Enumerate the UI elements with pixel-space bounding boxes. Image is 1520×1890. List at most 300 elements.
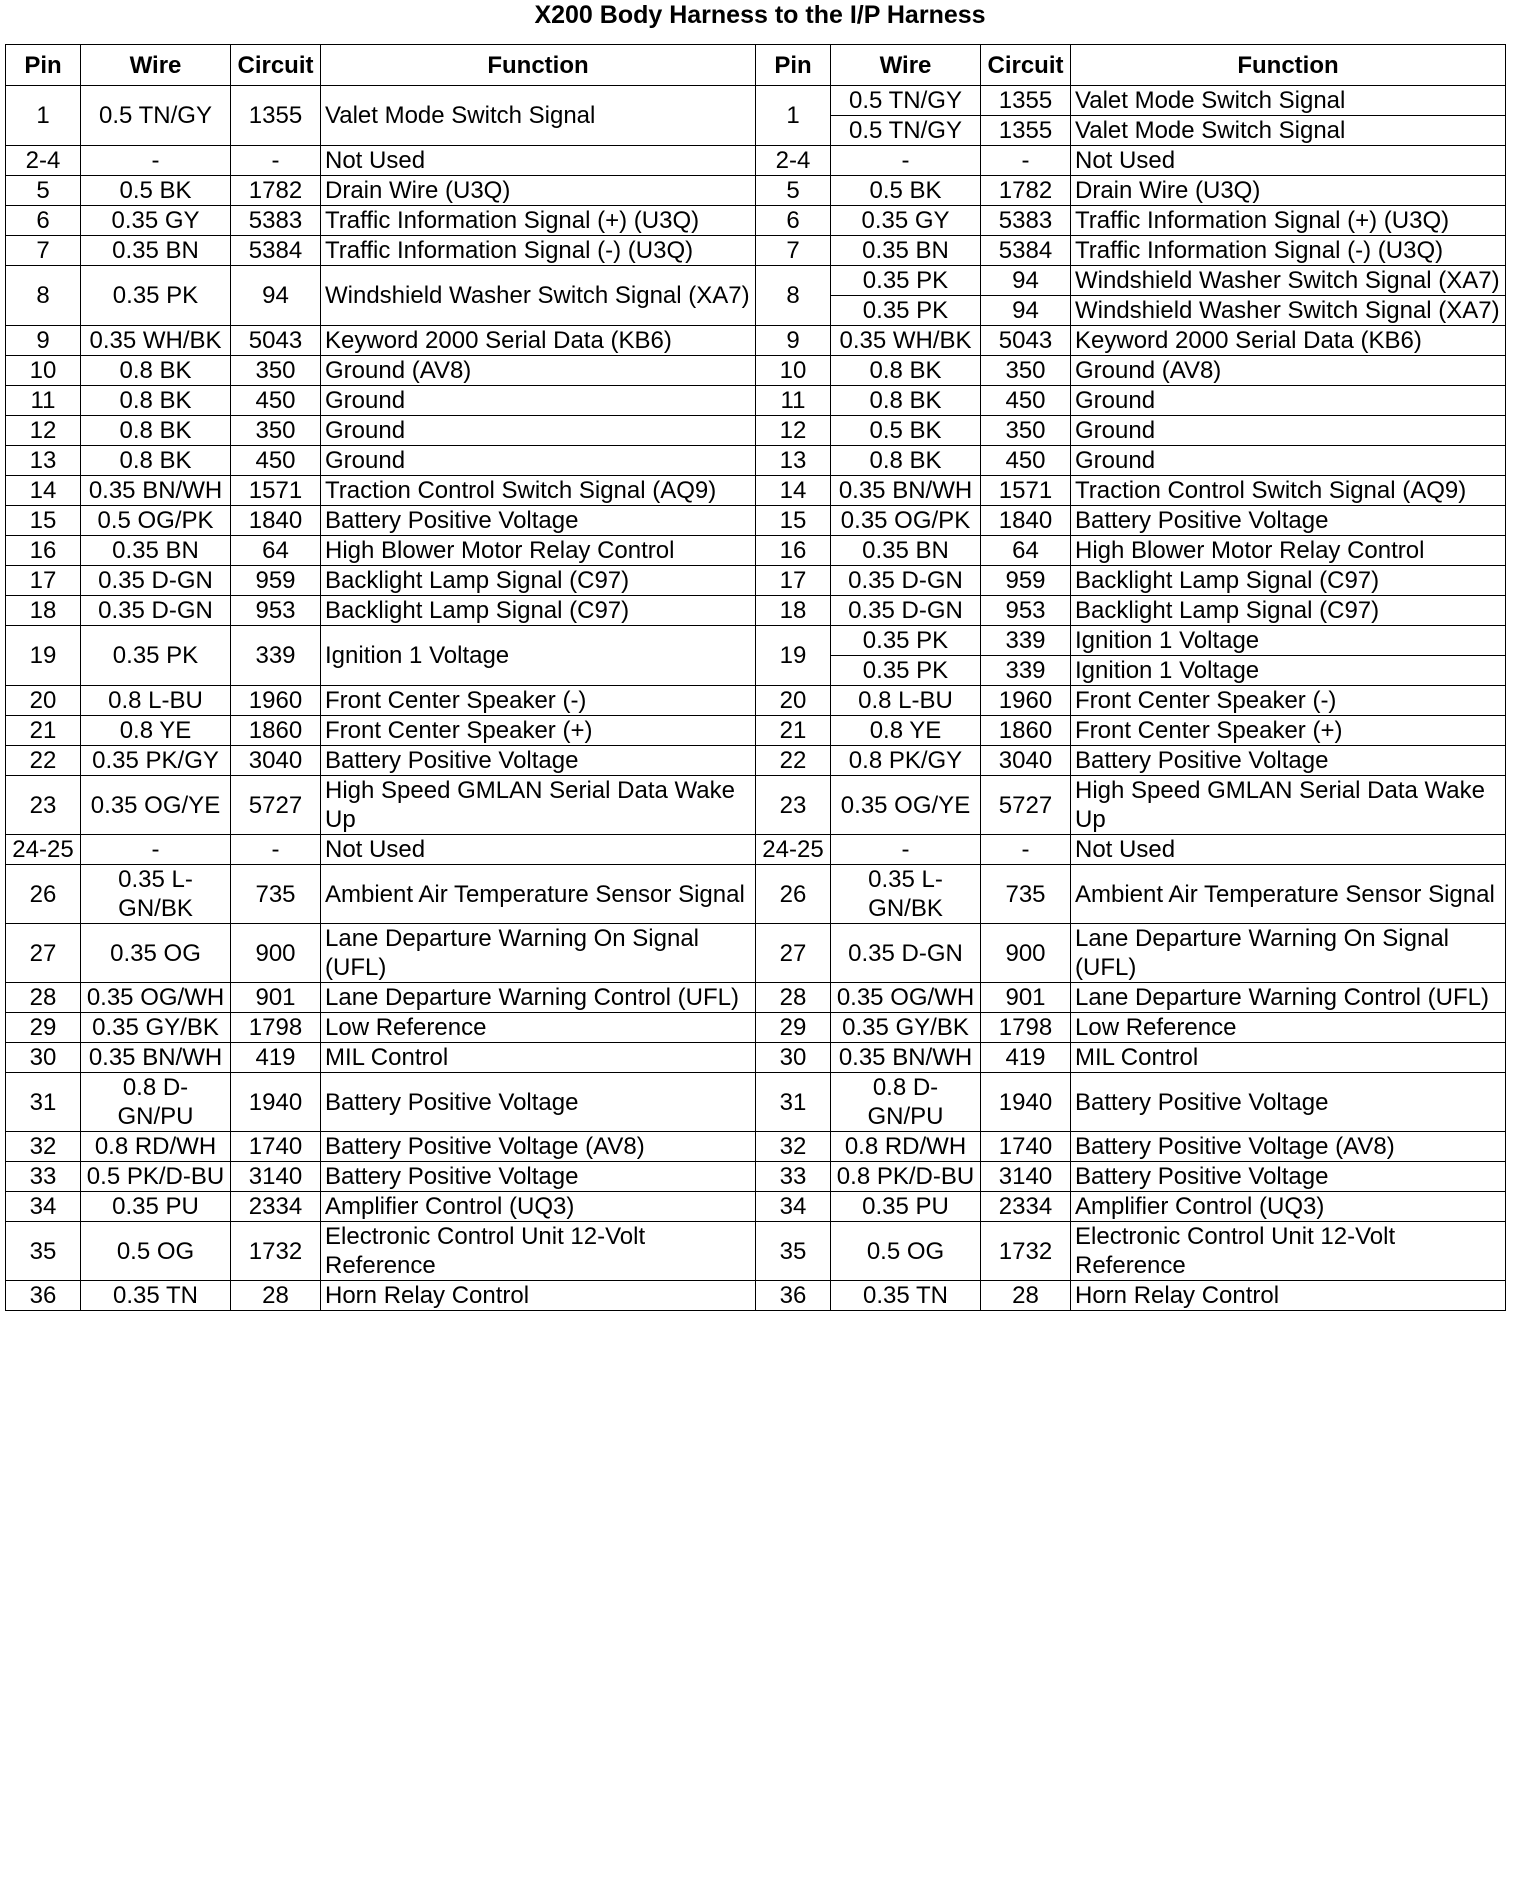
function-left: High Speed GMLAN Serial Data Wake Up [321, 776, 756, 835]
wire-left: 0.35 PK [81, 266, 231, 326]
function-left: Electronic Control Unit 12-Volt Reference [321, 1222, 756, 1281]
pin-right: 32 [756, 1132, 831, 1162]
wire-left: 0.35 GY [81, 206, 231, 236]
circuit-right: 64 [981, 536, 1071, 566]
circuit-right: 1355 [981, 86, 1071, 116]
function-left: Lane Departure Warning Control (UFL) [321, 983, 756, 1013]
circuit-left: 1840 [231, 506, 321, 536]
circuit-left: 1798 [231, 1013, 321, 1043]
wire-left: 0.35 BN/WH [81, 476, 231, 506]
pin-right: 30 [756, 1043, 831, 1073]
header-row [6, 45, 1506, 86]
header-circuit-right: Circuit [981, 45, 1071, 86]
header-pin-left: Pin [6, 45, 81, 86]
pin-right: 28 [756, 983, 831, 1013]
pin-left: 6 [6, 206, 81, 236]
wire-right: 0.8 PK/GY [831, 746, 981, 776]
function-right: Not Used [1071, 146, 1506, 176]
table-row [6, 506, 1506, 536]
circuit-right: 1782 [981, 176, 1071, 206]
wire-left: 0.8 D-GN/PU [81, 1073, 231, 1132]
wire-right: 0.35 BN [831, 236, 981, 266]
function-right: Battery Positive Voltage (AV8) [1071, 1132, 1506, 1162]
function-left: Traction Control Switch Signal (AQ9) [321, 476, 756, 506]
function-right: Lane Departure Warning On Signal (UFL) [1071, 924, 1506, 983]
wire-left: 0.8 BK [81, 416, 231, 446]
function-right: Horn Relay Control [1071, 1281, 1506, 1311]
pin-left: 22 [6, 746, 81, 776]
pin-right: 13 [756, 446, 831, 476]
table-row [6, 1043, 1506, 1073]
wire-left: 0.35 PU [81, 1192, 231, 1222]
circuit-right: 94 [981, 266, 1071, 296]
pin-left: 29 [6, 1013, 81, 1043]
circuit-left: 350 [231, 356, 321, 386]
pin-left: 20 [6, 686, 81, 716]
circuit-right: 28 [981, 1281, 1071, 1311]
header-wire-left: Wire [81, 45, 231, 86]
function-right: Ground [1071, 446, 1506, 476]
pin-left: 19 [6, 626, 81, 686]
circuit-right: 1860 [981, 716, 1071, 746]
function-right: Valet Mode Switch Signal [1071, 86, 1506, 116]
wire-left: 0.35 WH/BK [81, 326, 231, 356]
circuit-right: - [981, 835, 1071, 865]
pin-left: 24-25 [6, 835, 81, 865]
function-right: Not Used [1071, 835, 1506, 865]
pin-right: 26 [756, 865, 831, 924]
function-left: Ambient Air Temperature Sensor Signal [321, 865, 756, 924]
wire-left: 0.35 BN/WH [81, 1043, 231, 1073]
function-right: Backlight Lamp Signal (C97) [1071, 566, 1506, 596]
wire-left: 0.35 PK [81, 626, 231, 686]
table-row [6, 86, 1506, 116]
circuit-right: 1355 [981, 116, 1071, 146]
pin-right: 33 [756, 1162, 831, 1192]
pin-left: 13 [6, 446, 81, 476]
function-right: Battery Positive Voltage [1071, 1162, 1506, 1192]
function-right: Electronic Control Unit 12-Volt Reference [1071, 1222, 1506, 1281]
circuit-left: 1860 [231, 716, 321, 746]
circuit-left: 1782 [231, 176, 321, 206]
wire-left: 0.8 RD/WH [81, 1132, 231, 1162]
table-row [6, 1013, 1506, 1043]
function-left: Battery Positive Voltage (AV8) [321, 1132, 756, 1162]
pin-right: 12 [756, 416, 831, 446]
pin-left: 16 [6, 536, 81, 566]
wire-right: 0.35 L-GN/BK [831, 865, 981, 924]
pin-right: 21 [756, 716, 831, 746]
circuit-left: 339 [231, 626, 321, 686]
pin-left: 17 [6, 566, 81, 596]
wire-right: 0.5 OG [831, 1222, 981, 1281]
pin-left: 27 [6, 924, 81, 983]
wire-left: 0.5 OG/PK [81, 506, 231, 536]
wire-left: 0.35 OG [81, 924, 231, 983]
function-right: Lane Departure Warning Control (UFL) [1071, 983, 1506, 1013]
table-row [6, 835, 1506, 865]
table-row [6, 1073, 1506, 1132]
function-right: Backlight Lamp Signal (C97) [1071, 596, 1506, 626]
wire-right: 0.8 BK [831, 356, 981, 386]
pin-right: 16 [756, 536, 831, 566]
wire-left: 0.8 BK [81, 356, 231, 386]
function-right: Amplifier Control (UQ3) [1071, 1192, 1506, 1222]
circuit-left: - [231, 146, 321, 176]
pin-right: 7 [756, 236, 831, 266]
pin-right: 22 [756, 746, 831, 776]
circuit-left: 5727 [231, 776, 321, 835]
circuit-right: 735 [981, 865, 1071, 924]
wire-right: 0.8 D-GN/PU [831, 1073, 981, 1132]
harness-table [5, 44, 1506, 1311]
pin-right: 11 [756, 386, 831, 416]
pin-left: 18 [6, 596, 81, 626]
function-right: Ground [1071, 386, 1506, 416]
wire-left: 0.35 TN [81, 1281, 231, 1311]
pin-left: 8 [6, 266, 81, 326]
circuit-right: - [981, 146, 1071, 176]
pin-right: 18 [756, 596, 831, 626]
pin-right: 9 [756, 326, 831, 356]
wire-right: 0.8 BK [831, 386, 981, 416]
function-left: Ignition 1 Voltage [321, 626, 756, 686]
pin-left: 9 [6, 326, 81, 356]
function-right: Traffic Information Signal (+) (U3Q) [1071, 206, 1506, 236]
pin-right: 24-25 [756, 835, 831, 865]
pin-right: 10 [756, 356, 831, 386]
function-left: Backlight Lamp Signal (C97) [321, 566, 756, 596]
function-left: Battery Positive Voltage [321, 746, 756, 776]
header-function-left: Function [321, 45, 756, 86]
pin-right: 36 [756, 1281, 831, 1311]
pin-left: 33 [6, 1162, 81, 1192]
circuit-right: 450 [981, 386, 1071, 416]
wire-right: 0.8 YE [831, 716, 981, 746]
pin-left: 7 [6, 236, 81, 266]
function-right: Low Reference [1071, 1013, 1506, 1043]
wire-right: 0.35 WH/BK [831, 326, 981, 356]
circuit-left: 350 [231, 416, 321, 446]
header-circuit-left: Circuit [231, 45, 321, 86]
wire-right: 0.35 BN/WH [831, 1043, 981, 1073]
function-right: Windshield Washer Switch Signal (XA7) [1071, 296, 1506, 326]
circuit-left: 2334 [231, 1192, 321, 1222]
circuit-right: 5727 [981, 776, 1071, 835]
wire-right: 0.35 PK [831, 656, 981, 686]
pin-left: 11 [6, 386, 81, 416]
wire-left: 0.35 BN [81, 536, 231, 566]
circuit-right: 3040 [981, 746, 1071, 776]
pin-left: 32 [6, 1132, 81, 1162]
function-left: Front Center Speaker (-) [321, 686, 756, 716]
wire-left: 0.35 D-GN [81, 596, 231, 626]
circuit-right: 339 [981, 626, 1071, 656]
function-right: Windshield Washer Switch Signal (XA7) [1071, 266, 1506, 296]
circuit-left: 901 [231, 983, 321, 1013]
circuit-left: 1571 [231, 476, 321, 506]
pin-left: 10 [6, 356, 81, 386]
function-left: Amplifier Control (UQ3) [321, 1192, 756, 1222]
wire-left: 0.5 TN/GY [81, 86, 231, 146]
pin-right: 5 [756, 176, 831, 206]
wire-right: 0.35 OG/PK [831, 506, 981, 536]
pin-right: 31 [756, 1073, 831, 1132]
function-left: Drain Wire (U3Q) [321, 176, 756, 206]
function-right: High Speed GMLAN Serial Data Wake Up [1071, 776, 1506, 835]
function-left: Not Used [321, 835, 756, 865]
circuit-left: 5383 [231, 206, 321, 236]
table-row [6, 746, 1506, 776]
circuit-left: 959 [231, 566, 321, 596]
table-row [6, 716, 1506, 746]
table-row [6, 1132, 1506, 1162]
circuit-right: 2334 [981, 1192, 1071, 1222]
wire-left: - [81, 835, 231, 865]
wire-right: 0.8 L-BU [831, 686, 981, 716]
circuit-right: 959 [981, 566, 1071, 596]
function-left: Horn Relay Control [321, 1281, 756, 1311]
function-right: MIL Control [1071, 1043, 1506, 1073]
wire-left: 0.5 OG [81, 1222, 231, 1281]
function-right: Ignition 1 Voltage [1071, 626, 1506, 656]
pin-left: 2-4 [6, 146, 81, 176]
circuit-right: 901 [981, 983, 1071, 1013]
pin-left: 36 [6, 1281, 81, 1311]
table-row [6, 416, 1506, 446]
pin-right: 19 [756, 626, 831, 686]
table-row [6, 596, 1506, 626]
circuit-right: 1740 [981, 1132, 1071, 1162]
wire-left: 0.35 L-GN/BK [81, 865, 231, 924]
page-title: X200 Body Harness to the I/P Harness [534, 1, 986, 29]
pin-right: 27 [756, 924, 831, 983]
wire-left: 0.35 BN [81, 236, 231, 266]
pin-right: 29 [756, 1013, 831, 1043]
function-right: Ignition 1 Voltage [1071, 656, 1506, 686]
pin-left: 12 [6, 416, 81, 446]
table-row [6, 566, 1506, 596]
pin-left: 35 [6, 1222, 81, 1281]
table-row [6, 924, 1506, 983]
pin-left: 1 [6, 86, 81, 146]
table-row [6, 236, 1506, 266]
wire-right: 0.35 D-GN [831, 566, 981, 596]
circuit-right: 339 [981, 656, 1071, 686]
function-left: Ground [321, 416, 756, 446]
pin-left: 5 [6, 176, 81, 206]
pin-right: 6 [756, 206, 831, 236]
table-row [6, 536, 1506, 566]
wire-right: 0.5 TN/GY [831, 116, 981, 146]
table-row [6, 266, 1506, 296]
pin-right: 17 [756, 566, 831, 596]
circuit-right: 900 [981, 924, 1071, 983]
pin-left: 26 [6, 865, 81, 924]
circuit-right: 350 [981, 416, 1071, 446]
table-row [6, 1162, 1506, 1192]
wire-right: 0.8 BK [831, 446, 981, 476]
function-left: High Blower Motor Relay Control [321, 536, 756, 566]
table-row [6, 386, 1506, 416]
wire-left: 0.35 D-GN [81, 566, 231, 596]
table-row [6, 865, 1506, 924]
pin-right: 2-4 [756, 146, 831, 176]
function-left: Battery Positive Voltage [321, 1162, 756, 1192]
pin-right: 15 [756, 506, 831, 536]
function-left: Lane Departure Warning On Signal (UFL) [321, 924, 756, 983]
header-wire-right: Wire [831, 45, 981, 86]
pin-left: 15 [6, 506, 81, 536]
circuit-left: 3140 [231, 1162, 321, 1192]
wire-right: 0.35 BN [831, 536, 981, 566]
wire-right: 0.35 OG/YE [831, 776, 981, 835]
wire-left: - [81, 146, 231, 176]
wire-right: 0.8 RD/WH [831, 1132, 981, 1162]
function-left: Traffic Information Signal (-) (U3Q) [321, 236, 756, 266]
table-row [6, 176, 1506, 206]
function-right: Battery Positive Voltage [1071, 506, 1506, 536]
circuit-left: 5043 [231, 326, 321, 356]
pin-left: 14 [6, 476, 81, 506]
function-left: Low Reference [321, 1013, 756, 1043]
wire-left: 0.8 BK [81, 386, 231, 416]
wire-right: - [831, 146, 981, 176]
circuit-left: 735 [231, 865, 321, 924]
wire-right: - [831, 835, 981, 865]
function-left: MIL Control [321, 1043, 756, 1073]
wire-right: 0.35 PK [831, 626, 981, 656]
table-row [6, 476, 1506, 506]
wire-right: 0.35 PU [831, 1192, 981, 1222]
circuit-left: 28 [231, 1281, 321, 1311]
table-body [6, 86, 1506, 1311]
circuit-left: 5384 [231, 236, 321, 266]
wire-left: 0.5 BK [81, 176, 231, 206]
table-header [6, 45, 1506, 86]
circuit-left: 94 [231, 266, 321, 326]
wire-right: 0.5 TN/GY [831, 86, 981, 116]
pin-left: 31 [6, 1073, 81, 1132]
circuit-right: 5043 [981, 326, 1071, 356]
function-left: Keyword 2000 Serial Data (KB6) [321, 326, 756, 356]
function-right: Traffic Information Signal (-) (U3Q) [1071, 236, 1506, 266]
function-right: Ambient Air Temperature Sensor Signal [1071, 865, 1506, 924]
circuit-left: 419 [231, 1043, 321, 1073]
pin-right: 20 [756, 686, 831, 716]
table-row [6, 1281, 1506, 1311]
circuit-right: 350 [981, 356, 1071, 386]
function-right: Battery Positive Voltage [1071, 746, 1506, 776]
wire-right: 0.35 D-GN [831, 596, 981, 626]
circuit-right: 94 [981, 296, 1071, 326]
header-function-right: Function [1071, 45, 1506, 86]
circuit-left: 953 [231, 596, 321, 626]
header-pin-right: Pin [756, 45, 831, 86]
function-left: Windshield Washer Switch Signal (XA7) [321, 266, 756, 326]
wire-right: 0.5 BK [831, 416, 981, 446]
wire-left: 0.35 OG/YE [81, 776, 231, 835]
table-row [6, 326, 1506, 356]
wire-right: 0.35 OG/WH [831, 983, 981, 1013]
pin-left: 21 [6, 716, 81, 746]
wire-right: 0.8 PK/D-BU [831, 1162, 981, 1192]
pin-right: 23 [756, 776, 831, 835]
pin-left: 28 [6, 983, 81, 1013]
circuit-left: 450 [231, 386, 321, 416]
function-right: Valet Mode Switch Signal [1071, 116, 1506, 146]
function-right: Keyword 2000 Serial Data (KB6) [1071, 326, 1506, 356]
table-row [6, 1222, 1506, 1281]
circuit-right: 1571 [981, 476, 1071, 506]
wire-right: 0.35 D-GN [831, 924, 981, 983]
circuit-left: 1960 [231, 686, 321, 716]
function-right: Front Center Speaker (-) [1071, 686, 1506, 716]
table-row [6, 206, 1506, 236]
wire-left: 0.35 GY/BK [81, 1013, 231, 1043]
table-row [6, 983, 1506, 1013]
circuit-right: 1840 [981, 506, 1071, 536]
pin-right: 8 [756, 266, 831, 326]
function-left: Battery Positive Voltage [321, 506, 756, 536]
wire-left: 0.35 PK/GY [81, 746, 231, 776]
table-row [6, 686, 1506, 716]
circuit-left: 1940 [231, 1073, 321, 1132]
pin-left: 30 [6, 1043, 81, 1073]
circuit-right: 1960 [981, 686, 1071, 716]
circuit-left: 1740 [231, 1132, 321, 1162]
circuit-left: 900 [231, 924, 321, 983]
function-right: Front Center Speaker (+) [1071, 716, 1506, 746]
circuit-right: 5384 [981, 236, 1071, 266]
table-row [6, 1192, 1506, 1222]
table-row [6, 146, 1506, 176]
function-right: Ground (AV8) [1071, 356, 1506, 386]
pin-right: 34 [756, 1192, 831, 1222]
function-left: Valet Mode Switch Signal [321, 86, 756, 146]
pin-left: 34 [6, 1192, 81, 1222]
circuit-left: 450 [231, 446, 321, 476]
circuit-right: 3140 [981, 1162, 1071, 1192]
function-right: Ground [1071, 416, 1506, 446]
pin-right: 14 [756, 476, 831, 506]
wire-right: 0.35 BN/WH [831, 476, 981, 506]
wire-left: 0.35 OG/WH [81, 983, 231, 1013]
circuit-right: 450 [981, 446, 1071, 476]
wire-right: 0.35 TN [831, 1281, 981, 1311]
function-left: Backlight Lamp Signal (C97) [321, 596, 756, 626]
circuit-right: 1798 [981, 1013, 1071, 1043]
circuit-right: 419 [981, 1043, 1071, 1073]
wire-right: 0.35 PK [831, 266, 981, 296]
pin-left: 23 [6, 776, 81, 835]
circuit-right: 5383 [981, 206, 1071, 236]
function-left: Battery Positive Voltage [321, 1073, 756, 1132]
wire-right: 0.35 GY [831, 206, 981, 236]
circuit-left: - [231, 835, 321, 865]
wire-left: 0.8 BK [81, 446, 231, 476]
table-row [6, 356, 1506, 386]
function-left: Ground (AV8) [321, 356, 756, 386]
circuit-left: 64 [231, 536, 321, 566]
circuit-left: 1732 [231, 1222, 321, 1281]
circuit-right: 1940 [981, 1073, 1071, 1132]
wire-right: 0.35 PK [831, 296, 981, 326]
function-left: Not Used [321, 146, 756, 176]
function-left: Ground [321, 446, 756, 476]
pin-right: 1 [756, 86, 831, 146]
wire-left: 0.5 PK/D-BU [81, 1162, 231, 1192]
